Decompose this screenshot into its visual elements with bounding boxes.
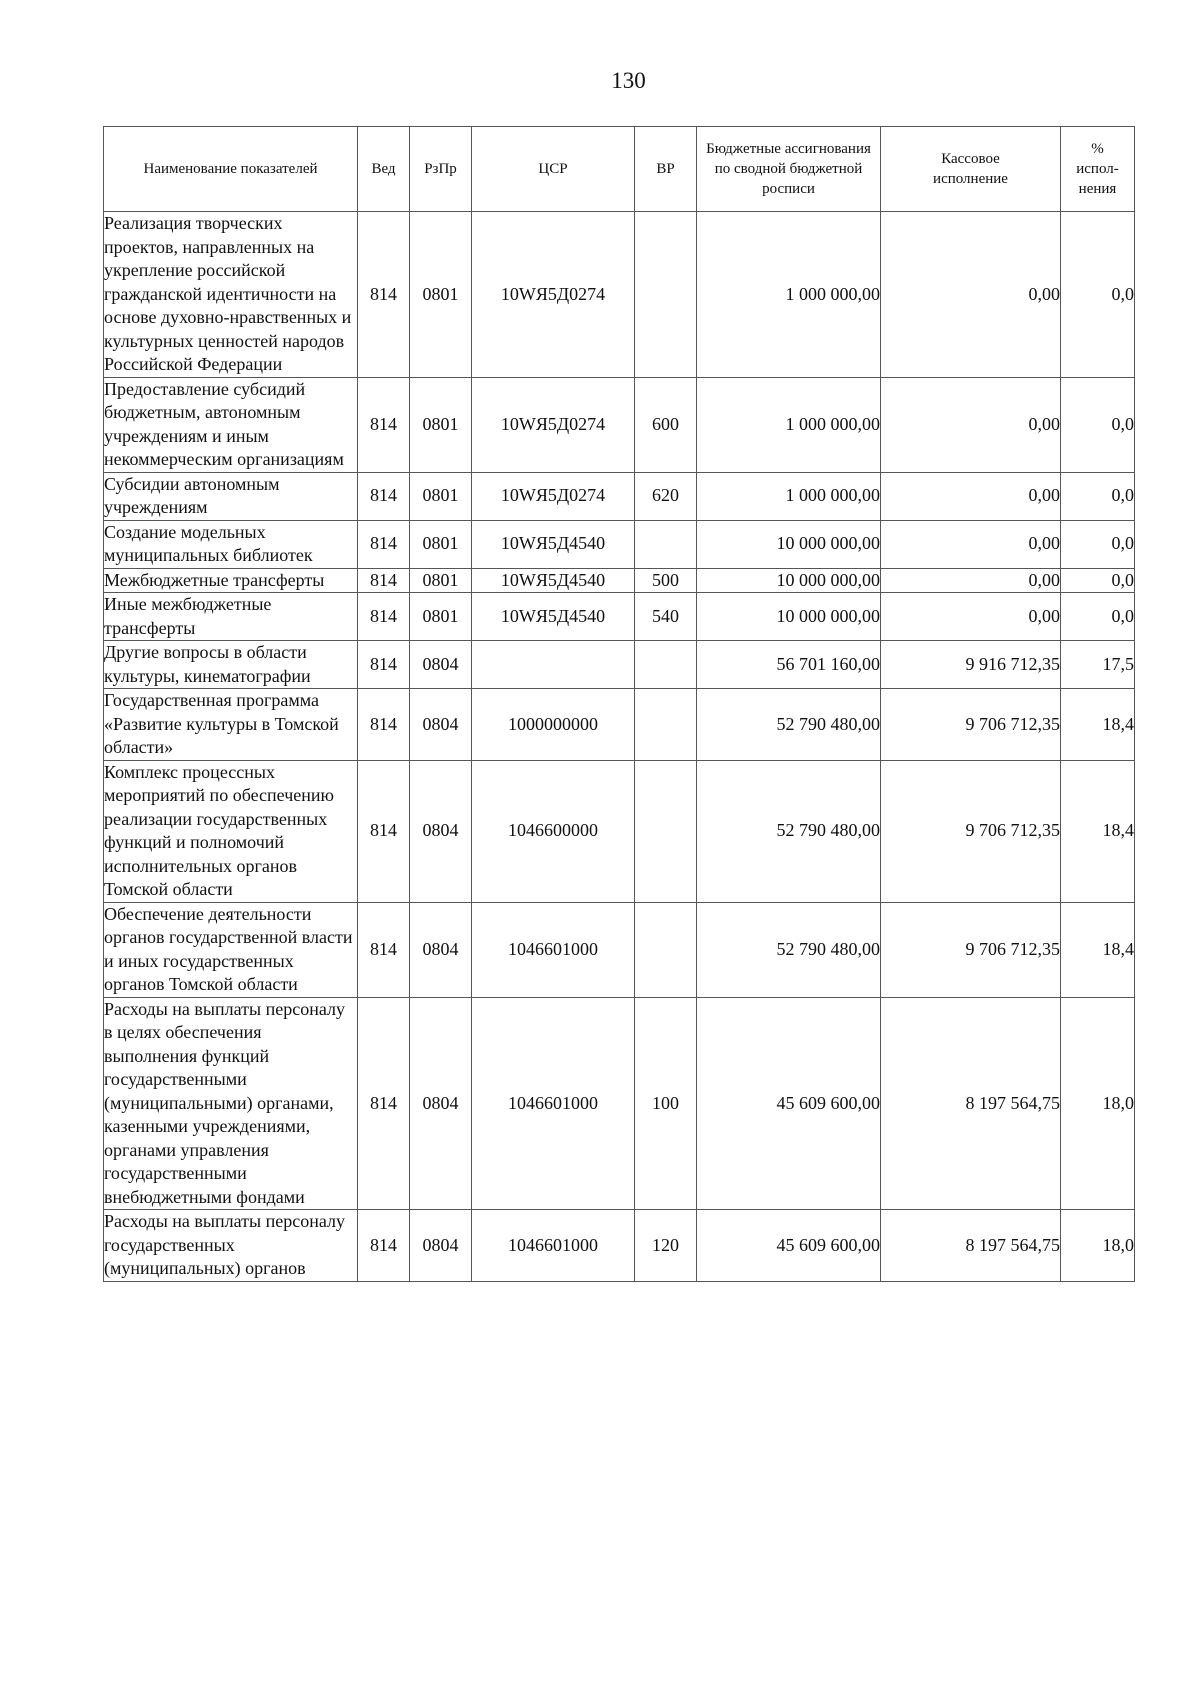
cell-rzpr: 0801 — [410, 212, 472, 378]
cell-pct: 17,5 — [1061, 641, 1135, 689]
cell-pct: 18,0 — [1061, 1210, 1135, 1282]
cell-rzpr: 0801 — [410, 568, 472, 593]
cell-ved: 814 — [358, 520, 410, 568]
header-pct: % испол-нения — [1061, 127, 1135, 212]
cell-csr: 10WЯ5Д4540 — [472, 520, 635, 568]
cell-rzpr: 0804 — [410, 760, 472, 902]
table-row — [104, 472, 1135, 520]
cell-budget: 10 000 000,00 — [697, 568, 881, 593]
cell-name: Комплекс процессных мероприятий по обеспечению реализации государственных функций и полномочий исполнительных органов Томской области — [104, 760, 358, 902]
table-row — [104, 689, 1135, 761]
cell-ved: 814 — [358, 689, 410, 761]
cell-csr: 10WЯ5Д4540 — [472, 568, 635, 593]
cell-csr: 1046601000 — [472, 1210, 635, 1282]
header-vr: ВР — [635, 127, 697, 212]
cell-csr: 10WЯ5Д0274 — [472, 377, 635, 472]
cell-rzpr: 0804 — [410, 689, 472, 761]
cell-budget: 52 790 480,00 — [697, 902, 881, 997]
cell-budget: 1 000 000,00 — [697, 377, 881, 472]
table-header-row — [104, 127, 1135, 212]
cell-name: Межбюджетные трансферты — [104, 568, 358, 593]
cell-budget: 1 000 000,00 — [697, 212, 881, 378]
table-row — [104, 641, 1135, 689]
header-budget: Бюджетные ассигнования по сводной бюджетной росписи — [697, 127, 881, 212]
table-row — [104, 212, 1135, 378]
cell-rzpr: 0801 — [410, 520, 472, 568]
cell-pct: 0,0 — [1061, 520, 1135, 568]
cell-cash: 9 916 712,35 — [881, 641, 1061, 689]
cell-vr: 600 — [635, 377, 697, 472]
cell-budget: 10 000 000,00 — [697, 593, 881, 641]
cell-cash: 0,00 — [881, 377, 1061, 472]
cell-vr: 540 — [635, 593, 697, 641]
cell-budget: 52 790 480,00 — [697, 760, 881, 902]
cell-budget: 1 000 000,00 — [697, 472, 881, 520]
table-row — [104, 902, 1135, 997]
cell-cash: 0,00 — [881, 568, 1061, 593]
cell-cash: 8 197 564,75 — [881, 1210, 1061, 1282]
cell-name: Государственная программа «Развитие культуры в Томской области» — [104, 689, 358, 761]
cell-cash: 8 197 564,75 — [881, 997, 1061, 1210]
cell-cash: 9 706 712,35 — [881, 689, 1061, 761]
cell-csr: 10WЯ5Д0274 — [472, 212, 635, 378]
cell-name: Расходы на выплаты персоналу в целях обеспечения выполнения функций государственными (муниципальными) органами, казенными учреждениями, органами управления государственными внебюджетными фондами — [104, 997, 358, 1210]
table-row — [104, 377, 1135, 472]
header-cash: Кассовое исполнение — [881, 127, 1061, 212]
cell-ved: 814 — [358, 212, 410, 378]
cell-vr — [635, 760, 697, 902]
cell-name: Субсидии автономным учреждениям — [104, 472, 358, 520]
cell-name: Обеспечение деятельности органов государственной власти и иных государственных органов Томской области — [104, 902, 358, 997]
cell-vr — [635, 641, 697, 689]
table-row — [104, 997, 1135, 1210]
table-body — [104, 212, 1135, 1282]
cell-vr — [635, 902, 697, 997]
budget-execution-table — [103, 126, 1135, 1282]
cell-cash: 9 706 712,35 — [881, 902, 1061, 997]
cell-budget: 56 701 160,00 — [697, 641, 881, 689]
cell-pct: 18,4 — [1061, 689, 1135, 761]
cell-csr: 10WЯ5Д0274 — [472, 472, 635, 520]
header-csr: ЦСР — [472, 127, 635, 212]
cell-budget: 45 609 600,00 — [697, 1210, 881, 1282]
cell-csr — [472, 641, 635, 689]
cell-rzpr: 0801 — [410, 377, 472, 472]
cell-budget: 52 790 480,00 — [697, 689, 881, 761]
cell-pct: 0,0 — [1061, 568, 1135, 593]
cell-vr — [635, 212, 697, 378]
header-name: Наименование показателей — [104, 127, 358, 212]
cell-rzpr: 0801 — [410, 593, 472, 641]
cell-name: Другие вопросы в области культуры, кинематографии — [104, 641, 358, 689]
header-ved: Вед — [358, 127, 410, 212]
cell-pct: 0,0 — [1061, 593, 1135, 641]
cell-pct: 18,0 — [1061, 997, 1135, 1210]
cell-pct: 0,0 — [1061, 377, 1135, 472]
cell-name: Иные межбюджетные трансферты — [104, 593, 358, 641]
cell-pct: 18,4 — [1061, 760, 1135, 902]
cell-budget: 45 609 600,00 — [697, 997, 881, 1210]
cell-name: Расходы на выплаты персоналу государственных (муниципальных) органов — [104, 1210, 358, 1282]
cell-vr: 620 — [635, 472, 697, 520]
cell-ved: 814 — [358, 377, 410, 472]
page-number: 130 — [611, 68, 646, 93]
cell-pct: 0,0 — [1061, 212, 1135, 378]
cell-pct: 0,0 — [1061, 472, 1135, 520]
cell-csr: 1046601000 — [472, 997, 635, 1210]
table-row — [104, 760, 1135, 902]
cell-pct: 18,4 — [1061, 902, 1135, 997]
cell-cash: 0,00 — [881, 212, 1061, 378]
table-row — [104, 568, 1135, 593]
cell-ved: 814 — [358, 1210, 410, 1282]
cell-vr — [635, 689, 697, 761]
cell-vr: 120 — [635, 1210, 697, 1282]
cell-rzpr: 0801 — [410, 472, 472, 520]
cell-ved: 814 — [358, 997, 410, 1210]
table-row — [104, 593, 1135, 641]
cell-ved: 814 — [358, 472, 410, 520]
table-row — [104, 520, 1135, 568]
cell-cash: 0,00 — [881, 520, 1061, 568]
cell-rzpr: 0804 — [410, 997, 472, 1210]
table-row — [104, 1210, 1135, 1282]
cell-cash: 9 706 712,35 — [881, 760, 1061, 902]
cell-rzpr: 0804 — [410, 1210, 472, 1282]
cell-csr: 1000000000 — [472, 689, 635, 761]
cell-ved: 814 — [358, 568, 410, 593]
cell-vr: 100 — [635, 997, 697, 1210]
header-rzpr: РзПр — [410, 127, 472, 212]
cell-name: Создание модельных муниципальных библиотек — [104, 520, 358, 568]
cell-csr: 1046601000 — [472, 902, 635, 997]
cell-ved: 814 — [358, 760, 410, 902]
cell-rzpr: 0804 — [410, 902, 472, 997]
cell-csr: 10WЯ5Д4540 — [472, 593, 635, 641]
cell-vr: 500 — [635, 568, 697, 593]
cell-vr — [635, 520, 697, 568]
cell-cash: 0,00 — [881, 472, 1061, 520]
cell-ved: 814 — [358, 902, 410, 997]
cell-ved: 814 — [358, 641, 410, 689]
cell-ved: 814 — [358, 593, 410, 641]
cell-name: Предоставление субсидий бюджетным, автономным учреждениям и иным некоммерческим организациям — [104, 377, 358, 472]
cell-budget: 10 000 000,00 — [697, 520, 881, 568]
cell-rzpr: 0804 — [410, 641, 472, 689]
cell-csr: 1046600000 — [472, 760, 635, 902]
cell-name: Реализация творческих проектов, направленных на укрепление российской гражданской идентичности на основе духовно-нравственных и культурных ценностей народов Российской Федерации — [104, 212, 358, 378]
cell-cash: 0,00 — [881, 593, 1061, 641]
